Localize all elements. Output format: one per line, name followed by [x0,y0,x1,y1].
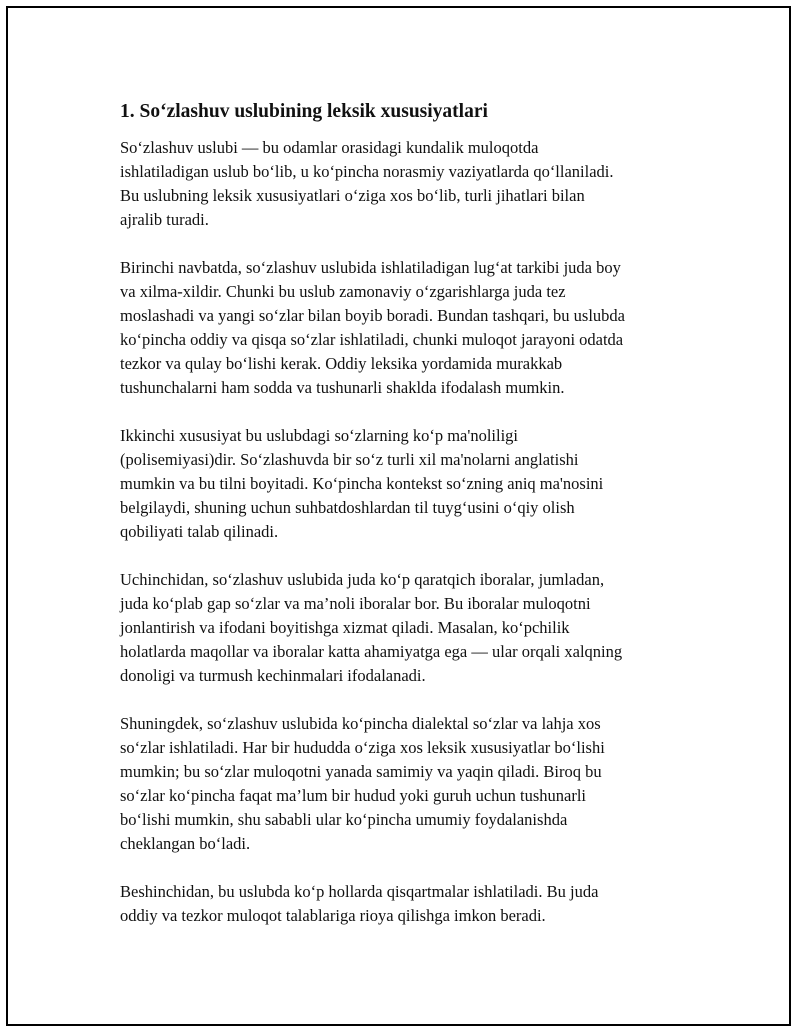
text-line: holatlarda maqollar va iboralar katta ahamiyatga ega — ular orqali xalqning [120,642,623,661]
text-line: va xilma-xildir. Chunki bu uslub zamonaviy o‘zgarishlarga juda tez [120,282,566,301]
text-line: bo‘lishi mumkin, shu sababli ular ko‘pincha umumiy foydalanishda [120,810,568,829]
paragraph-6 [120,880,690,928]
text-line: jonlantirish va ifodani boyitishga xizmat qiladi. Masalan, ko‘pchilik [120,618,570,637]
text-line: belgilaydi, shuning uchun suhbatdoshlardan til tuyg‘usini o‘qiy olish [120,498,575,517]
paragraph-1 [120,136,690,232]
text-line: oddiy va tezkor muloqot talablariga rioya qilishga imkon beradi. [120,906,546,925]
text-line: Uchinchidan, so‘zlashuv uslubida juda ko‘p qaratqich iboralar, jumladan, [120,570,605,589]
paragraph-4 [120,568,690,688]
text-line: so‘zlar ishlatiladi. Har bir hududda o‘ziga xos leksik xususiyatlar bo‘lishi [120,738,605,757]
document-body [120,100,690,928]
text-line: Ikkinchi xususiyat bu uslubdagi so‘zlarning ko‘p ma'noliligi [120,426,519,445]
section-heading: 1. So‘zlashuv uslubining leksik xususiyatlari [120,101,488,122]
text-line: tezkor va qulay bo‘lishi kerak. Oddiy leksika yordamida murakkab [120,354,563,373]
text-line: juda ko‘plab gap so‘zlar va ma’noli iboralar bor. Bu iboralar muloqotni [120,594,591,613]
text-line: qobiliyati talab qilinadi. [120,522,279,541]
text-line: ko‘pincha oddiy va qisqa so‘zlar ishlatiladi, chunki muloqot jarayoni odatda [120,330,624,349]
document-page [6,6,791,1026]
text-line: Birinchi navbatda, so‘zlashuv uslubida ishlatiladigan lug‘at tarkibi juda boy [120,258,621,277]
text-line: So‘zlashuv uslubi — bu odamlar orasidagi kundalik muloqotda [120,138,539,157]
text-line: moslashadi va yangi so‘zlar bilan boyib boradi. Bundan tashqari, bu uslubda [120,306,625,325]
text-line: Shuningdek, so‘zlashuv uslubida ko‘pincha dialektal so‘zlar va lahja xos [120,714,601,733]
paragraph-3 [120,424,690,544]
text-line: so‘zlar ko‘pincha faqat ma’lum bir hudud yoki guruh uchun tushunarli [120,786,587,805]
text-line: cheklangan bo‘ladi. [120,834,251,853]
text-line: Bu uslubning leksik xususiyatlari o‘ziga xos bo‘lib, turli jihatlari bilan [120,186,585,205]
paragraph-2 [120,256,690,400]
text-line: ishlatiladigan uslub bo‘lib, u ko‘pincha norasmiy vaziyatlarda qo‘llaniladi. [120,162,614,181]
text-line: Beshinchidan, bu uslubda ko‘p hollarda qisqartmalar ishlatiladi. Bu juda [120,882,599,901]
text-line: mumkin; bu so‘zlar muloqotni yanada samimiy va yaqin qiladi. Biroq bu [120,762,602,781]
paragraph-5 [120,712,690,856]
text-line: donoligi va turmush kechinmalari ifodalanadi. [120,666,426,685]
text-line: ajralib turadi. [120,210,209,229]
text-line: tushunchalarni ham sodda va tushunarli shaklda ifodalash mumkin. [120,378,565,397]
text-line: mumkin va bu tilni boyitadi. Ko‘pincha kontekst so‘zning aniq ma'nosini [120,474,604,493]
text-line: (polisemiyasi)dir. So‘zlashuvda bir so‘z turli xil ma'nolarni anglatishi [120,450,579,469]
